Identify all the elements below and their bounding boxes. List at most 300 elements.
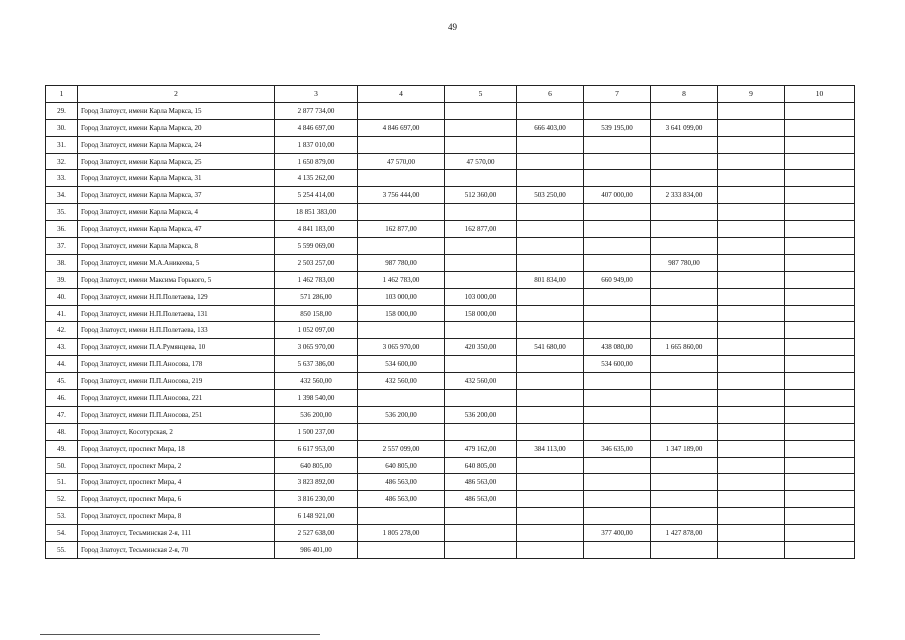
value-cell [517, 423, 584, 440]
value-cell: 1 650 879,00 [275, 153, 358, 170]
table-row [46, 187, 855, 204]
value-cell [517, 102, 584, 119]
address-cell: Город Златоуст, имени Карла Маркса, 47 [78, 221, 275, 238]
value-cell: 5 254 414,00 [275, 187, 358, 204]
row-number-cell: 42. [46, 322, 78, 339]
value-cell: 666 403,00 [517, 119, 584, 136]
column-header: 3 [275, 86, 358, 103]
value-cell [718, 525, 785, 542]
table-row [46, 170, 855, 187]
row-number-cell: 55. [46, 542, 78, 559]
value-cell [651, 457, 718, 474]
row-number-cell: 46. [46, 390, 78, 407]
value-cell [445, 238, 517, 255]
value-cell [445, 102, 517, 119]
value-cell [785, 119, 855, 136]
value-cell [718, 457, 785, 474]
column-header: 6 [517, 86, 584, 103]
value-cell [445, 322, 517, 339]
value-cell [358, 136, 445, 153]
footer-rule [40, 634, 320, 635]
value-cell: 479 162,00 [445, 440, 517, 457]
value-cell [718, 423, 785, 440]
value-cell [517, 542, 584, 559]
value-cell [517, 525, 584, 542]
value-cell: 640 805,00 [445, 457, 517, 474]
value-cell [785, 542, 855, 559]
row-number-cell: 30. [46, 119, 78, 136]
row-number-cell: 53. [46, 508, 78, 525]
value-cell [517, 305, 584, 322]
column-header: 10 [785, 86, 855, 103]
value-cell: 1 837 010,00 [275, 136, 358, 153]
value-cell [358, 542, 445, 559]
value-cell [584, 204, 651, 221]
value-cell: 47 570,00 [445, 153, 517, 170]
row-number-cell: 29. [46, 102, 78, 119]
value-cell: 438 080,00 [584, 339, 651, 356]
value-cell [785, 136, 855, 153]
address-cell: Город Златоуст, имени М.А.Аникеева, 5 [78, 254, 275, 271]
page-number: 49 [448, 22, 457, 32]
value-cell [651, 238, 718, 255]
value-cell [785, 356, 855, 373]
table-row [46, 542, 855, 559]
value-cell: 377 400,00 [584, 525, 651, 542]
value-cell [584, 221, 651, 238]
value-cell [785, 508, 855, 525]
row-number-cell: 41. [46, 305, 78, 322]
column-header: 4 [358, 86, 445, 103]
table-row [46, 423, 855, 440]
table-row [46, 406, 855, 423]
row-number-cell: 31. [46, 136, 78, 153]
value-cell: 5 637 386,00 [275, 356, 358, 373]
value-cell [517, 390, 584, 407]
value-cell: 162 877,00 [445, 221, 517, 238]
value-cell: 1 462 783,00 [358, 271, 445, 288]
address-cell: Город Златоуст, имени Карла Маркса, 25 [78, 153, 275, 170]
value-cell [718, 221, 785, 238]
table-row [46, 491, 855, 508]
value-cell [785, 423, 855, 440]
value-cell [785, 221, 855, 238]
address-cell: Город Златоуст, имени Карла Маркса, 4 [78, 204, 275, 221]
value-cell: 1 398 540,00 [275, 390, 358, 407]
value-cell [445, 508, 517, 525]
value-cell: 4 841 183,00 [275, 221, 358, 238]
value-cell [785, 288, 855, 305]
value-cell: 640 805,00 [275, 457, 358, 474]
value-cell: 346 635,00 [584, 440, 651, 457]
value-cell: 103 000,00 [445, 288, 517, 305]
address-cell: Город Златоуст, имени Карла Маркса, 20 [78, 119, 275, 136]
value-cell [584, 305, 651, 322]
row-number-cell: 51. [46, 474, 78, 491]
value-cell [584, 491, 651, 508]
column-header: 1 [46, 86, 78, 103]
value-cell [718, 204, 785, 221]
value-cell: 486 563,00 [445, 474, 517, 491]
value-cell [517, 356, 584, 373]
row-number-cell: 39. [46, 271, 78, 288]
value-cell [445, 170, 517, 187]
address-cell: Город Златоуст, имени П.П.Аносова, 221 [78, 390, 275, 407]
value-cell: 536 200,00 [445, 406, 517, 423]
value-cell [785, 491, 855, 508]
value-cell: 6 617 953,00 [275, 440, 358, 457]
value-cell: 534 600,00 [584, 356, 651, 373]
value-cell [718, 491, 785, 508]
value-cell: 432 560,00 [445, 373, 517, 390]
value-cell: 5 599 069,00 [275, 238, 358, 255]
value-cell: 407 000,00 [584, 187, 651, 204]
value-cell: 158 000,00 [445, 305, 517, 322]
address-cell: Город Златоуст, проспект Мира, 4 [78, 474, 275, 491]
table-row [46, 356, 855, 373]
address-cell: Город Златоуст, имени Н.П.Полетаева, 129 [78, 288, 275, 305]
value-cell [718, 170, 785, 187]
value-cell [651, 136, 718, 153]
row-number-cell: 32. [46, 153, 78, 170]
value-cell [445, 356, 517, 373]
value-cell [785, 474, 855, 491]
table-row [46, 238, 855, 255]
row-number-cell: 50. [46, 457, 78, 474]
table-row [46, 440, 855, 457]
column-number-header-row [46, 86, 855, 103]
value-cell: 536 200,00 [275, 406, 358, 423]
value-cell [517, 406, 584, 423]
value-cell: 1 347 189,00 [651, 440, 718, 457]
value-cell [517, 136, 584, 153]
value-cell: 3 756 444,00 [358, 187, 445, 204]
value-cell [785, 305, 855, 322]
value-cell [445, 119, 517, 136]
value-cell: 3 065 970,00 [275, 339, 358, 356]
value-cell [785, 204, 855, 221]
value-cell: 420 350,00 [445, 339, 517, 356]
value-cell [517, 254, 584, 271]
value-cell [718, 390, 785, 407]
value-cell [358, 204, 445, 221]
address-cell: Город Златоуст, имени Карла Маркса, 31 [78, 170, 275, 187]
value-cell: 6 148 921,00 [275, 508, 358, 525]
table-row [46, 204, 855, 221]
value-cell: 850 158,00 [275, 305, 358, 322]
row-number-cell: 34. [46, 187, 78, 204]
address-cell: Город Златоуст, Тесьминская 2-я, 111 [78, 525, 275, 542]
value-cell [584, 542, 651, 559]
address-cell: Город Златоуст, проспект Мира, 8 [78, 508, 275, 525]
value-cell [718, 305, 785, 322]
value-cell [785, 339, 855, 356]
value-cell [718, 119, 785, 136]
value-cell [785, 440, 855, 457]
value-cell [785, 187, 855, 204]
value-cell [517, 153, 584, 170]
value-cell [718, 187, 785, 204]
value-cell: 3 816 230,00 [275, 491, 358, 508]
value-cell: 640 805,00 [358, 457, 445, 474]
value-cell [517, 170, 584, 187]
table-row [46, 271, 855, 288]
value-cell: 987 780,00 [358, 254, 445, 271]
value-cell [584, 457, 651, 474]
row-number-cell: 35. [46, 204, 78, 221]
address-cell: Город Златоуст, имени Н.П.Полетаева, 131 [78, 305, 275, 322]
address-cell: Город Златоуст, Тесьминская 2-я, 70 [78, 542, 275, 559]
value-cell [718, 440, 785, 457]
table-row [46, 153, 855, 170]
value-cell [651, 322, 718, 339]
value-cell: 1 427 878,00 [651, 525, 718, 542]
table-row [46, 119, 855, 136]
value-cell [651, 373, 718, 390]
value-cell [785, 457, 855, 474]
value-cell [718, 153, 785, 170]
value-cell: 3 065 970,00 [358, 339, 445, 356]
row-number-cell: 52. [46, 491, 78, 508]
table-row [46, 390, 855, 407]
row-number-cell: 37. [46, 238, 78, 255]
row-number-cell: 44. [46, 356, 78, 373]
value-cell [445, 390, 517, 407]
value-cell: 1 500 237,00 [275, 423, 358, 440]
value-cell: 2 877 734,00 [275, 102, 358, 119]
value-cell [584, 254, 651, 271]
value-cell [718, 373, 785, 390]
value-cell [445, 542, 517, 559]
value-cell: 158 000,00 [358, 305, 445, 322]
address-cell: Город Златоуст, имени Максима Горького, 5 [78, 271, 275, 288]
value-cell [517, 457, 584, 474]
value-cell [651, 406, 718, 423]
value-cell [785, 390, 855, 407]
value-cell: 2 333 834,00 [651, 187, 718, 204]
address-cell: Город Златоуст, имени Н.П.Полетаева, 133 [78, 322, 275, 339]
value-cell [584, 390, 651, 407]
value-cell: 571 286,00 [275, 288, 358, 305]
value-cell [651, 204, 718, 221]
value-cell [651, 356, 718, 373]
value-cell [445, 136, 517, 153]
value-cell [584, 238, 651, 255]
value-cell: 536 200,00 [358, 406, 445, 423]
value-cell: 486 563,00 [445, 491, 517, 508]
row-number-cell: 38. [46, 254, 78, 271]
value-cell [358, 322, 445, 339]
value-cell [517, 508, 584, 525]
value-cell [358, 102, 445, 119]
value-cell: 384 113,00 [517, 440, 584, 457]
value-cell [517, 474, 584, 491]
table-row [46, 102, 855, 119]
value-cell [517, 221, 584, 238]
value-cell [517, 373, 584, 390]
value-cell [584, 322, 651, 339]
value-cell [517, 238, 584, 255]
value-cell: 432 560,00 [275, 373, 358, 390]
value-cell: 432 560,00 [358, 373, 445, 390]
value-cell: 541 680,00 [517, 339, 584, 356]
value-cell: 162 877,00 [358, 221, 445, 238]
value-cell [651, 305, 718, 322]
value-cell [445, 525, 517, 542]
value-cell: 3 823 892,00 [275, 474, 358, 491]
value-cell: 103 000,00 [358, 288, 445, 305]
address-cell: Город Златоуст, имени П.П.Аносова, 178 [78, 356, 275, 373]
address-cell: Город Златоуст, имени Карла Маркса, 15 [78, 102, 275, 119]
value-cell: 1 665 860,00 [651, 339, 718, 356]
value-cell [718, 406, 785, 423]
value-cell [718, 238, 785, 255]
address-cell: Город Златоуст, проспект Мира, 2 [78, 457, 275, 474]
value-cell: 4 846 697,00 [358, 119, 445, 136]
value-cell: 4 846 697,00 [275, 119, 358, 136]
address-cell: Город Златоуст, проспект Мира, 6 [78, 491, 275, 508]
value-cell [584, 102, 651, 119]
table-row [46, 474, 855, 491]
value-cell [445, 423, 517, 440]
value-cell [718, 271, 785, 288]
value-cell [718, 356, 785, 373]
value-cell: 1 805 278,00 [358, 525, 445, 542]
value-cell: 986 401,00 [275, 542, 358, 559]
address-cell: Город Златоуст, проспект Мира, 18 [78, 440, 275, 457]
value-cell [651, 102, 718, 119]
table-row [46, 457, 855, 474]
value-cell [358, 390, 445, 407]
value-cell: 47 570,00 [358, 153, 445, 170]
address-cell: Город Златоуст, имени П.П.Аносова, 219 [78, 373, 275, 390]
address-cell: Город Златоуст, имени Карла Маркса, 8 [78, 238, 275, 255]
value-cell [584, 423, 651, 440]
value-cell: 2 557 099,00 [358, 440, 445, 457]
table-row [46, 339, 855, 356]
value-cell: 3 641 099,00 [651, 119, 718, 136]
value-cell [584, 153, 651, 170]
value-cell [651, 153, 718, 170]
value-cell: 486 563,00 [358, 474, 445, 491]
column-header: 7 [584, 86, 651, 103]
row-number-cell: 45. [46, 373, 78, 390]
value-cell [651, 170, 718, 187]
value-cell [358, 508, 445, 525]
table-row [46, 288, 855, 305]
address-cell: Город Златоуст, имени П.П.Аносова, 251 [78, 406, 275, 423]
value-cell [718, 542, 785, 559]
value-cell: 2 503 257,00 [275, 254, 358, 271]
value-cell: 503 250,00 [517, 187, 584, 204]
table-row [46, 221, 855, 238]
value-cell [785, 238, 855, 255]
row-number-cell: 40. [46, 288, 78, 305]
value-cell [785, 373, 855, 390]
value-cell [651, 288, 718, 305]
table-row [46, 322, 855, 339]
table-row [46, 508, 855, 525]
value-cell [651, 542, 718, 559]
row-number-cell: 36. [46, 221, 78, 238]
value-cell [517, 491, 584, 508]
value-cell: 1 462 783,00 [275, 271, 358, 288]
table-row [46, 373, 855, 390]
value-cell [651, 271, 718, 288]
row-number-cell: 48. [46, 423, 78, 440]
value-cell [718, 508, 785, 525]
value-cell [584, 474, 651, 491]
value-cell [718, 254, 785, 271]
value-cell [517, 288, 584, 305]
value-cell [718, 474, 785, 491]
address-cell: Город Златоуст, Косотурская, 2 [78, 423, 275, 440]
value-cell [651, 508, 718, 525]
value-cell: 2 527 638,00 [275, 525, 358, 542]
table-row [46, 305, 855, 322]
value-cell [445, 254, 517, 271]
value-cell [584, 170, 651, 187]
value-cell [718, 322, 785, 339]
value-cell [584, 508, 651, 525]
value-cell [785, 254, 855, 271]
value-cell [785, 525, 855, 542]
value-cell [651, 221, 718, 238]
value-cell [445, 204, 517, 221]
value-cell [718, 288, 785, 305]
table-row [46, 254, 855, 271]
column-header: 9 [718, 86, 785, 103]
value-cell [785, 153, 855, 170]
value-cell [445, 271, 517, 288]
row-number-cell: 49. [46, 440, 78, 457]
value-cell [358, 238, 445, 255]
value-cell [651, 491, 718, 508]
value-cell [584, 136, 651, 153]
value-cell [785, 102, 855, 119]
value-cell [785, 170, 855, 187]
value-cell [517, 204, 584, 221]
address-cell: Город Златоуст, имени Карла Маркса, 37 [78, 187, 275, 204]
column-header: 8 [651, 86, 718, 103]
value-cell [358, 170, 445, 187]
address-funding-table [45, 85, 855, 559]
value-cell: 512 360,00 [445, 187, 517, 204]
column-header: 5 [445, 86, 517, 103]
value-cell [718, 102, 785, 119]
value-cell [718, 136, 785, 153]
value-cell [785, 322, 855, 339]
value-cell [584, 406, 651, 423]
value-cell [785, 271, 855, 288]
value-cell [651, 474, 718, 491]
column-header: 2 [78, 86, 275, 103]
value-cell: 486 563,00 [358, 491, 445, 508]
row-number-cell: 47. [46, 406, 78, 423]
row-number-cell: 33. [46, 170, 78, 187]
value-cell [517, 322, 584, 339]
value-cell [785, 406, 855, 423]
row-number-cell: 54. [46, 525, 78, 542]
value-cell [651, 390, 718, 407]
row-number-cell: 43. [46, 339, 78, 356]
value-cell: 539 195,00 [584, 119, 651, 136]
value-cell: 4 135 262,00 [275, 170, 358, 187]
value-cell [718, 339, 785, 356]
value-cell: 534 600,00 [358, 356, 445, 373]
value-cell: 987 780,00 [651, 254, 718, 271]
value-cell [584, 288, 651, 305]
